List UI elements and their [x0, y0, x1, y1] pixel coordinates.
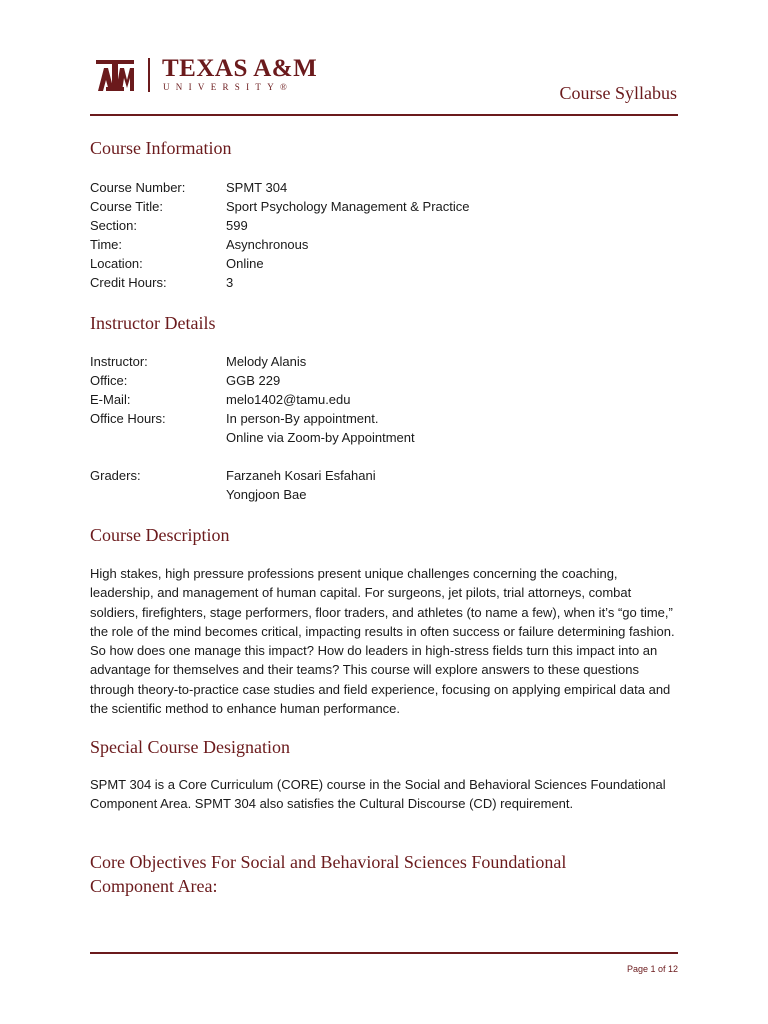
- instructor-label: Office:: [90, 373, 128, 388]
- info-value: 599: [226, 218, 248, 233]
- info-value: Asynchronous: [226, 237, 309, 252]
- core-objectives-heading: Core Objectives For Social and Behavioral Sciences Foundational Component Area:: [90, 852, 567, 896]
- graders-table: [90, 466, 376, 504]
- instructor-details-heading: Instructor Details: [90, 313, 216, 333]
- info-row: [90, 254, 470, 273]
- instructor-row: [90, 371, 415, 390]
- logo-divider: [148, 58, 150, 92]
- document-title: Course Syllabus: [559, 83, 677, 103]
- graders-row: [90, 466, 376, 485]
- page-number: Page 1 of 12: [626, 964, 678, 974]
- header-rule: [90, 114, 678, 116]
- instructor-details-table: [90, 352, 415, 447]
- instructor-value: Melody Alanis: [226, 354, 307, 369]
- instructor-value: Online via Zoom-by Appointment: [226, 430, 415, 445]
- atm-logo-icon: [96, 58, 134, 92]
- grader-name: Farzaneh Kosari Esfahani: [226, 468, 376, 483]
- instructor-value: GGB 229: [226, 373, 281, 388]
- instructor-row: [90, 390, 415, 409]
- special-designation-heading: Special Course Designation: [90, 737, 290, 757]
- info-value: 3: [226, 275, 234, 290]
- info-label: Course Number:: [90, 180, 186, 195]
- tamu-logo: [96, 56, 336, 96]
- instructor-row: [90, 409, 415, 428]
- logo-subword: UNIVERSITY®: [163, 82, 294, 92]
- grader-name: Yongjoon Bae: [226, 487, 307, 502]
- footer-rule: [90, 952, 678, 954]
- info-label: Section:: [90, 218, 137, 233]
- instructor-row: [90, 428, 415, 447]
- info-row: [90, 197, 470, 216]
- logo-wordmark: TEXAS A&M: [162, 55, 318, 82]
- info-value: SPMT 304: [226, 180, 288, 195]
- info-row: [90, 178, 470, 197]
- info-value: Online: [226, 256, 264, 271]
- instructor-label: E-Mail:: [90, 392, 131, 407]
- instructor-label: [90, 428, 226, 447]
- graders-label: Graders:: [90, 468, 141, 483]
- graders-row: [90, 485, 376, 504]
- course-information-heading: Course Information: [90, 138, 232, 158]
- instructor-label: Instructor:: [90, 354, 148, 369]
- info-value: Sport Psychology Management & Practice: [226, 199, 470, 214]
- course-description-text: High stakes, high pressure professions present unique challenges concerning the coaching, leadership, and management of human capital. For surgeons, jet pilots, trial attorneys, combat soldiers, firefighters, stage performers, floor traders, and athletes (to name a few), when it’s “go time,” the role of the mind becomes critical, impacting results in often success or failure determining fashion. So how does one manage this impact? How do leaders in high-stress fields turn this impact into an advantage for themselves and their teams? This course will explore answers to these questions through theory-to-practice case studies and field experience, focusing on applying empirical data and the scientific method to enhance human performance.: [90, 566, 675, 717]
- course-information-table: [90, 178, 470, 292]
- info-label: Credit Hours:: [90, 275, 167, 290]
- instructor-label: Office Hours:: [90, 411, 166, 426]
- info-row: [90, 273, 470, 292]
- info-label: Location:: [90, 256, 143, 271]
- special-designation-text: SPMT 304 is a Core Curriculum (CORE) course in the Social and Behavioral Sciences Foundational Component Area. SPMT 304 also satisfies the Cultural Discourse (CD) requirement.: [90, 777, 666, 812]
- course-description-heading: Course Description: [90, 525, 230, 545]
- info-label: Time:: [90, 237, 123, 252]
- instructor-value: In person-By appointment.: [226, 411, 379, 426]
- info-label: Course Title:: [90, 199, 163, 214]
- instructor-row: [90, 352, 415, 371]
- info-row: [90, 235, 470, 254]
- email-link[interactable]: melo1402@tamu.edu: [226, 392, 351, 407]
- info-row: [90, 216, 470, 235]
